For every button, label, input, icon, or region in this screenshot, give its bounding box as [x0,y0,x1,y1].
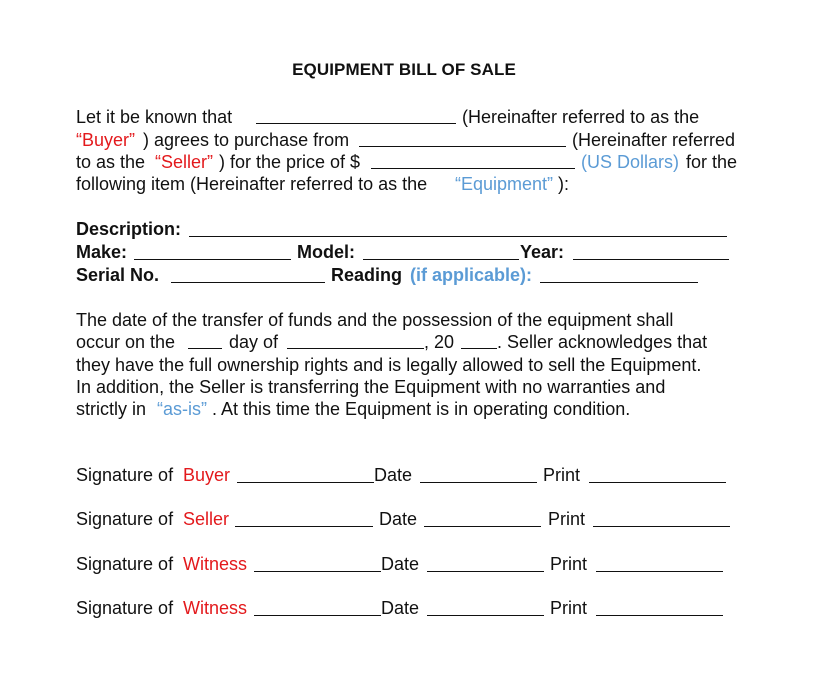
print-label: Print [548,509,586,529]
seller-signature-field[interactable] [235,526,373,527]
buyer-signature-field[interactable] [237,482,374,483]
us-dollars-term: (US Dollars) [581,152,680,172]
witness-1-date-field[interactable] [427,571,544,572]
signature-prefix: Signature of [76,554,174,574]
witness-1-print-field[interactable] [596,571,723,572]
seller-date-field[interactable] [424,526,541,527]
transfer-text: occur on the [76,332,176,352]
transfer-text: day of [229,332,279,352]
seller-print-field[interactable] [593,526,730,527]
witness-1-signature-field[interactable] [254,571,381,572]
seller-name-blank[interactable] [359,146,566,147]
year-label: Year: [520,242,565,262]
as-is-term: “as-is” [157,399,207,419]
print-label: Print [550,598,588,618]
reading-note: (if applicable): [410,265,533,285]
signature-role: Seller [183,509,230,529]
date-label: Date [381,598,420,618]
price-blank[interactable] [371,168,575,169]
witness-2-date-field[interactable] [427,615,544,616]
transfer-text: . At this time the Equipment is in operating condition. [212,399,631,419]
intro-text: (Hereinafter referred to as the [462,107,700,127]
signature-role: Witness [183,598,248,618]
day-blank[interactable] [188,348,222,349]
make-label: Make: [76,242,128,262]
intro-text: Let it be known that [76,107,233,127]
serial-label: Serial No. [76,265,160,285]
intro-text: ) for the price of $ [219,152,361,172]
month-blank[interactable] [287,348,424,349]
print-label: Print [550,554,588,574]
signature-prefix: Signature of [76,509,174,529]
intro-text: ) agrees to purchase from [143,130,350,150]
year-field[interactable] [573,259,729,260]
transfer-text: they have the full ownership rights and is legally allowed to sell the Equipment. [76,355,702,375]
witness-2-print-field[interactable] [596,615,723,616]
intro-text: for the [686,152,738,172]
intro-text: to as the [76,152,146,172]
date-label: Date [379,509,418,529]
buyer-term: “Buyer” [76,130,136,150]
signature-prefix: Signature of [76,465,174,485]
reading-field[interactable] [540,282,698,283]
witness-2-signature-field[interactable] [254,615,381,616]
model-field[interactable] [363,259,519,260]
buyer-print-field[interactable] [589,482,726,483]
make-field[interactable] [134,259,291,260]
description-field[interactable] [189,236,727,237]
date-label: Date [374,465,413,485]
intro-text: following item (Hereinafter referred to as the [76,174,428,194]
description-label: Description: [76,219,182,239]
serial-field[interactable] [171,282,325,283]
transfer-text: , 20 [424,332,455,352]
reading-label: Reading [331,265,403,285]
buyer-date-field[interactable] [420,482,537,483]
equipment-term: “Equipment” [455,174,554,194]
print-label: Print [543,465,581,485]
transfer-text: strictly in [76,399,147,419]
intro-text: (Hereinafter referred [572,130,736,150]
buyer-name-blank[interactable] [256,123,456,124]
transfer-text: In addition, the Seller is transferring the Equipment with no warranties and [76,377,666,397]
transfer-text: The date of the transfer of funds and the possession of the equipment shall [76,310,674,330]
transfer-text: . Seller acknowledges that [497,332,708,352]
year-blank[interactable] [461,348,497,349]
intro-text: ): [558,174,569,194]
signature-role: Buyer [183,465,231,485]
signature-prefix: Signature of [76,598,174,618]
signature-role: Witness [183,554,248,574]
seller-term: “Seller” [155,152,214,172]
date-label: Date [381,554,420,574]
document-title: EQUIPMENT BILL OF SALE [292,60,516,79]
model-label: Model: [297,242,355,262]
